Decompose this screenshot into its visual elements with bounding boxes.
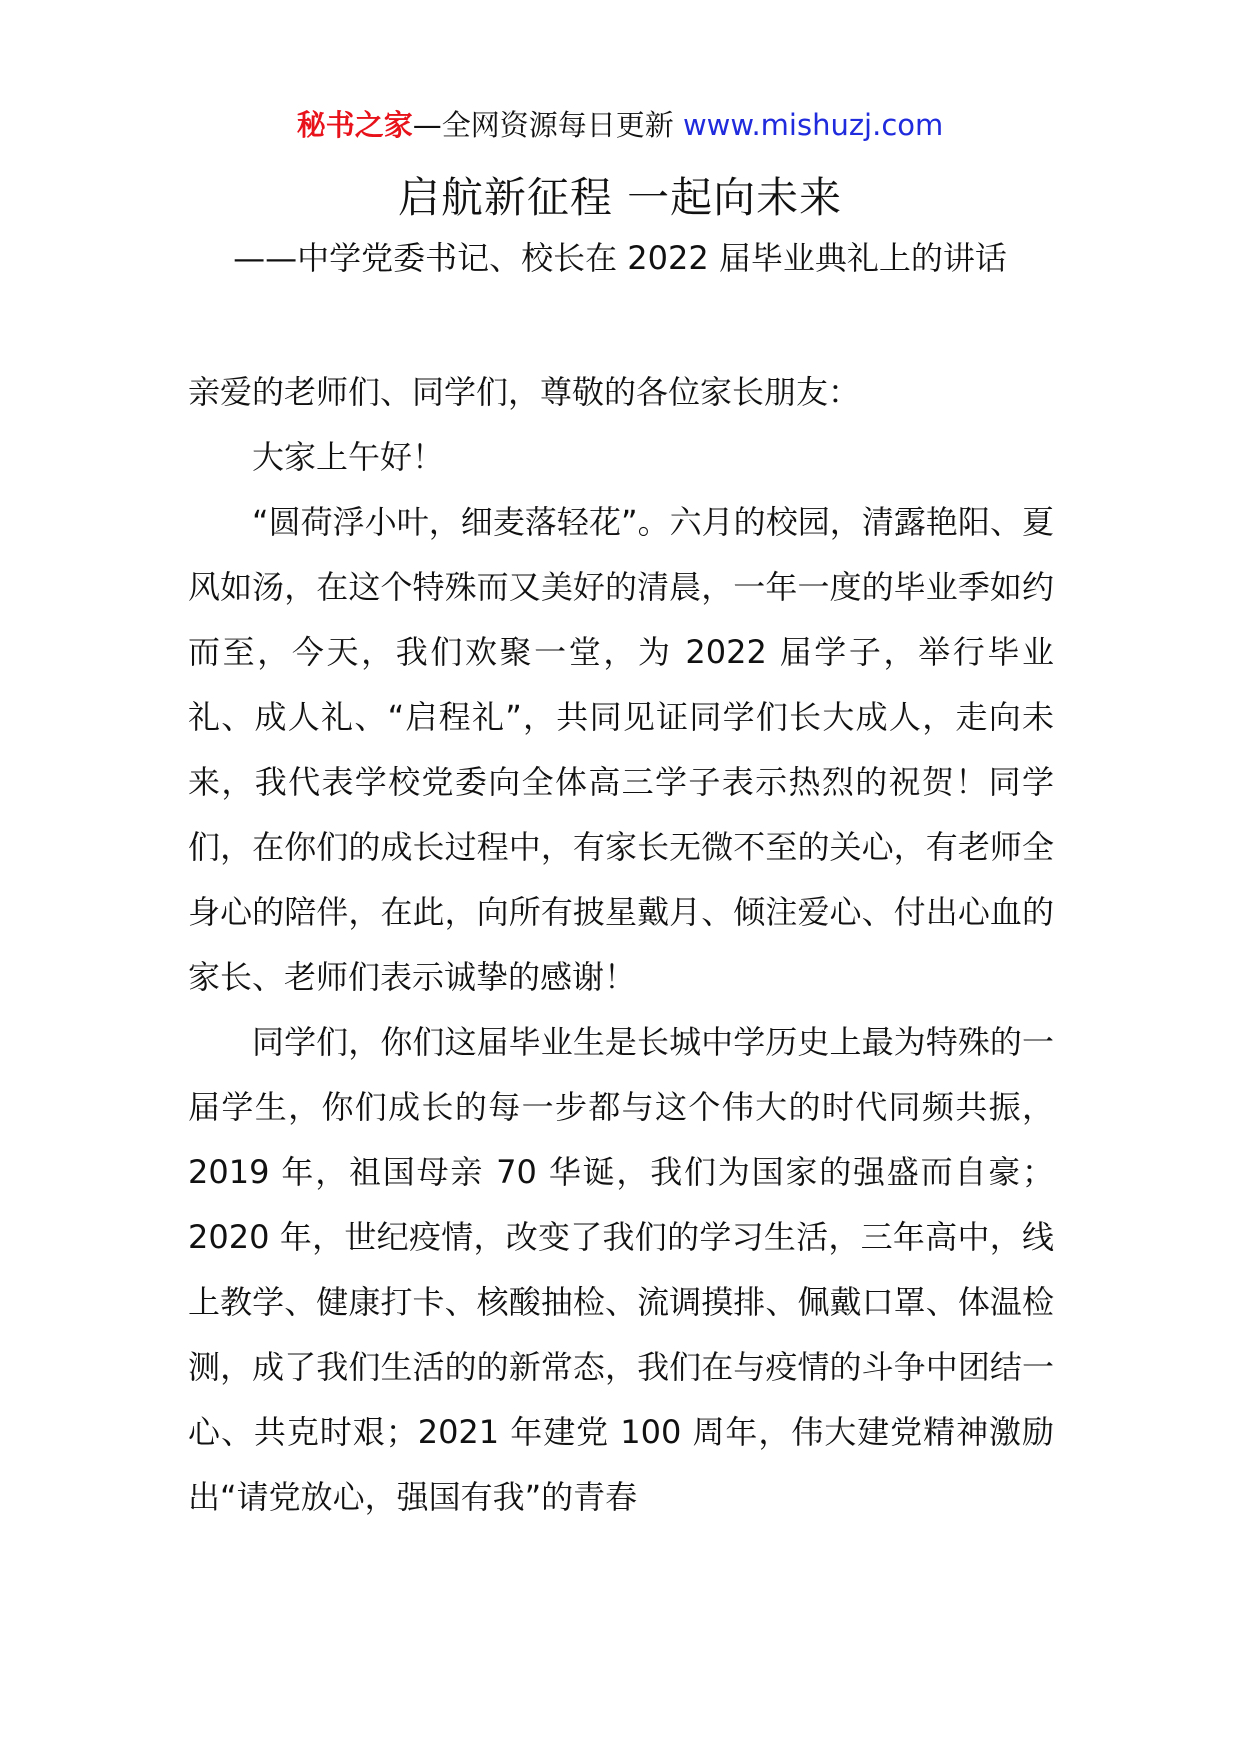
salutation: 亲爱的老师们、同学们，尊敬的各位家长朋友： <box>188 373 861 411</box>
site-header <box>0 100 1240 150</box>
document-subtitle: ——中学党委书记、校长在 2022 届毕业典礼上的讲话 <box>233 239 1007 277</box>
paragraph: 同学们，你们这届毕业生是长城中学历史上最为特殊的一届学生，你们成长的每一步都与这个伟大的时代同频共振，2019 年，祖国母亲 70 华诞，我们为国家的强盛而自豪；2020 年，世纪疫情，改变了我们的学习生活，三年高中，线上教学、健康打卡、核酸抽检、流调摸排、佩戴口罩、体温检测，成了我们生活的的新常态，我们在与疫情的斗争中团结一心、共克时艰；2021 年建党 100 周年，伟大建党精神激励出“请党放心，强国有我”的青春 <box>188 1023 1054 1516</box>
paragraph: “圆荷浮小叶，细麦落轻花”。六月的校园，清露艳阳、夏风如汤，在这个特殊而又美好的清晨，一年一度的毕业季如约而至，今天，我们欢聚一堂，为 2022 届学子，举行毕业礼、成人礼、“启程礼”，共同见证同学们长大成人，走向未来，我代表学校党委向全体高三学子表示热烈的祝贺！同学们，在你们的成长过程中，有家长无微不至的关心，有老师全身心的陪伴，在此，向所有披星戴月、倾注爱心、付出心血的家长、老师们表示诚挚的感谢！ <box>188 503 1054 996</box>
document-title: 启航新征程 一起向未来 <box>397 173 843 222</box>
paragraph: 大家上午好！ <box>252 438 445 476</box>
site-brand: 秘书之家 <box>296 108 413 142</box>
site-tagline: —全网资源每日更新 <box>412 108 683 142</box>
document-body <box>188 360 1054 1530</box>
site-url-link[interactable]: www.mishuzj.com <box>682 108 944 142</box>
